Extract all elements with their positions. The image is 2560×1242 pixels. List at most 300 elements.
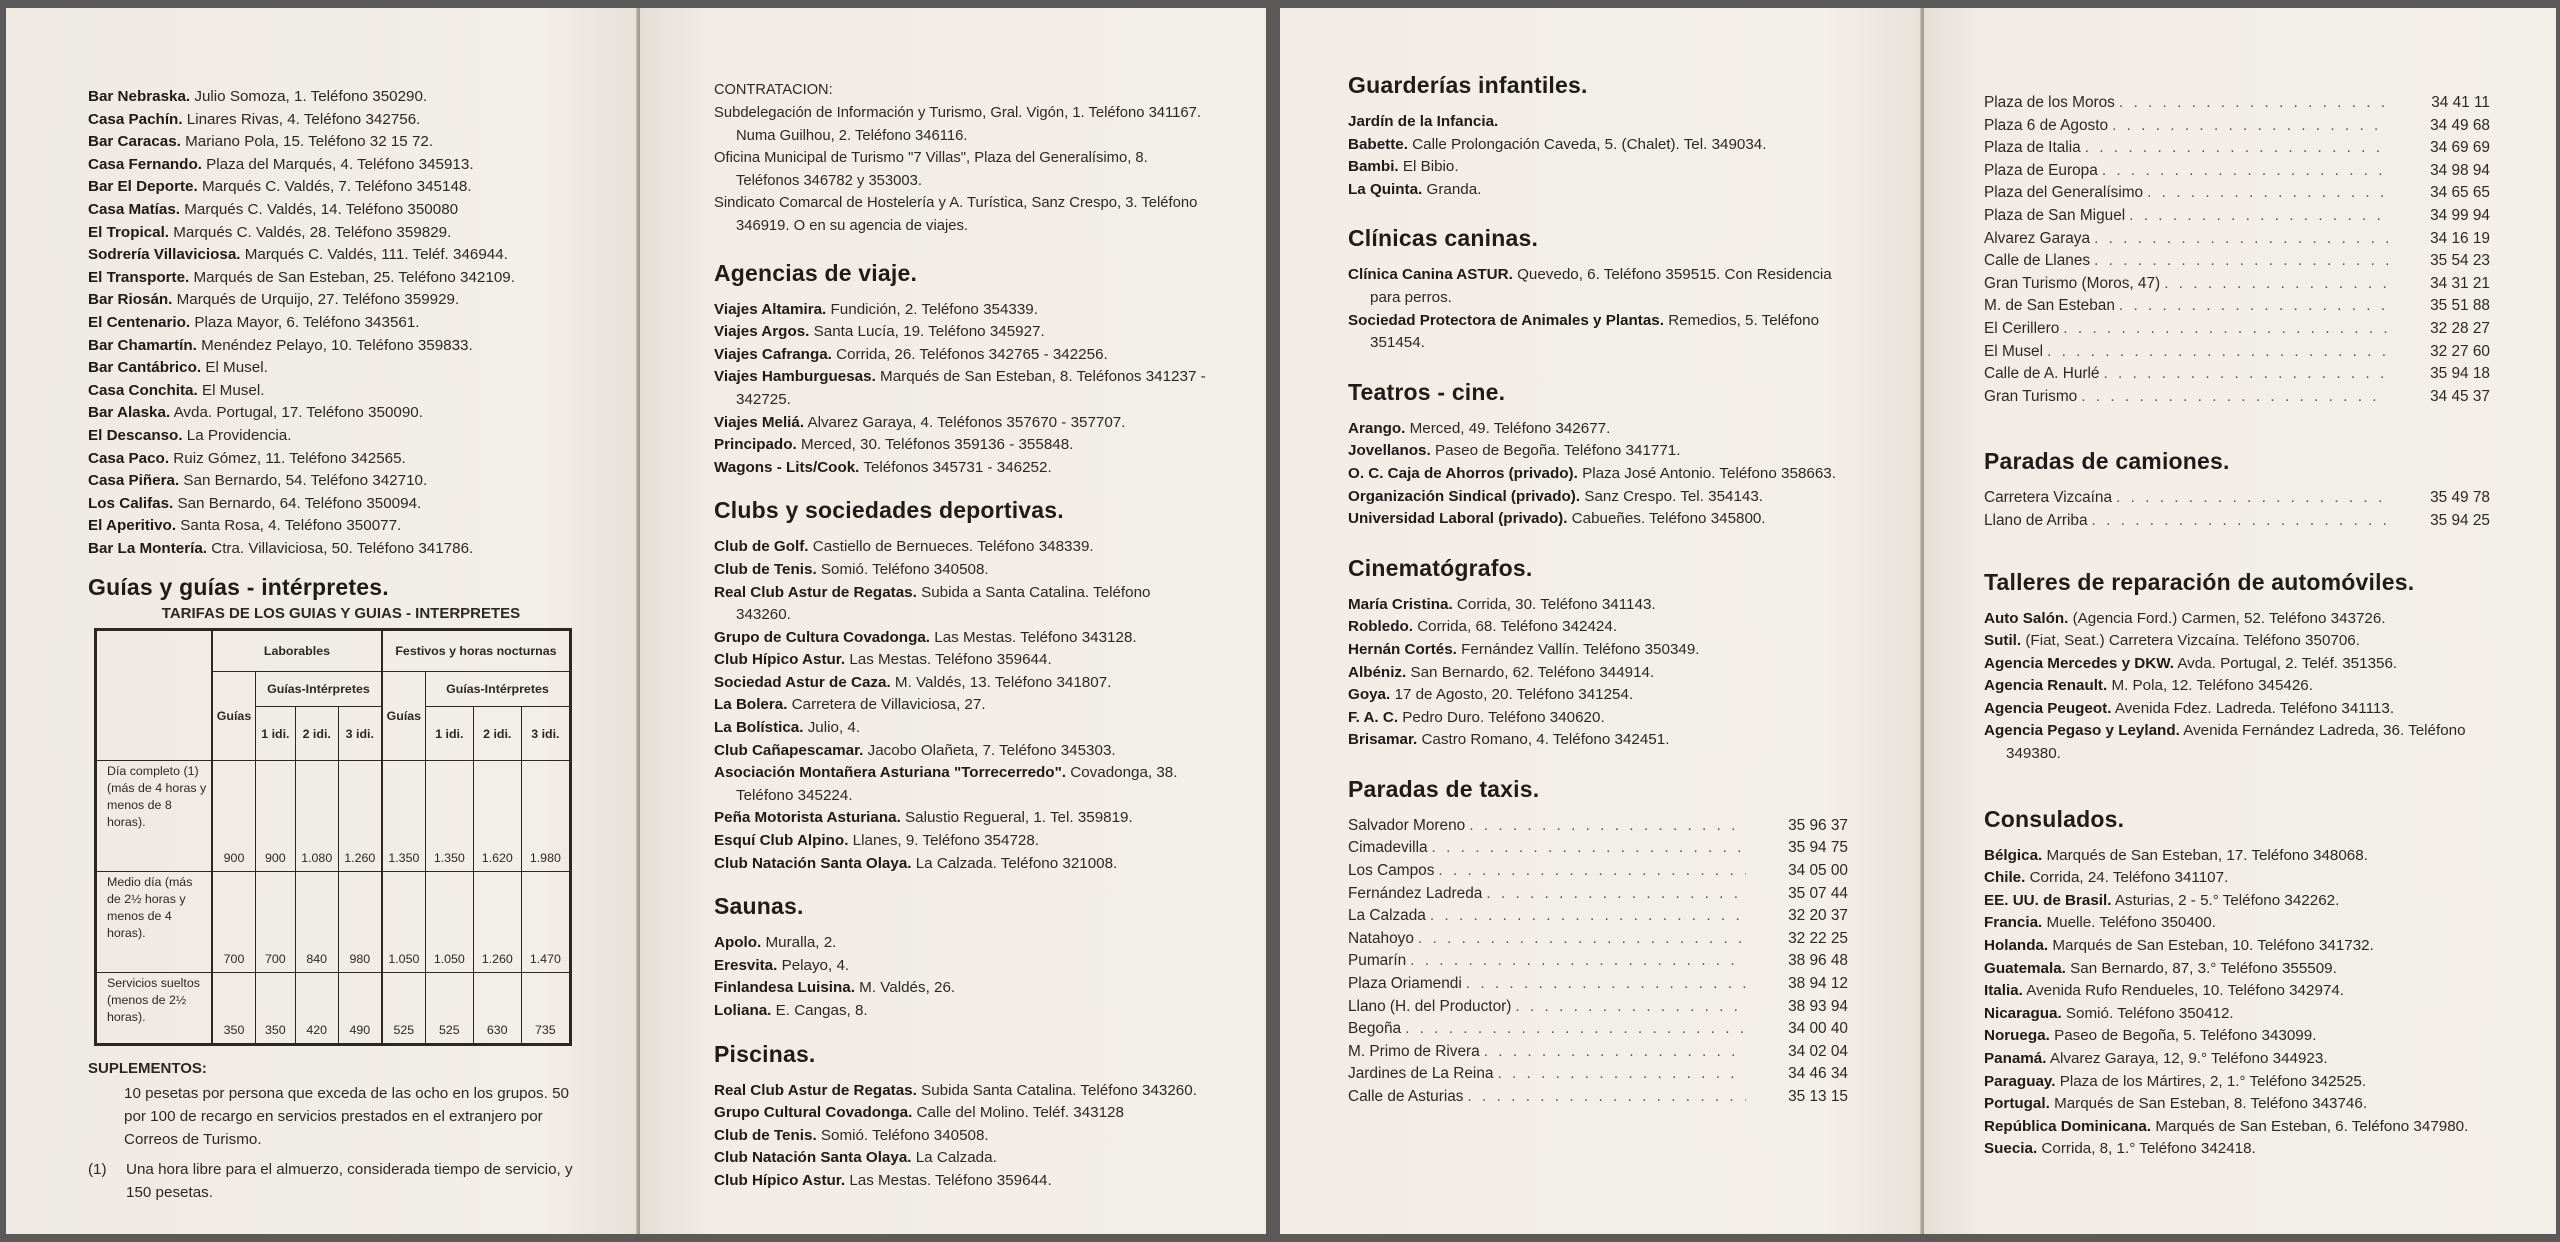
list-item: [714, 830, 1206, 853]
list-item: [1348, 860, 1848, 883]
camiones-list: [1984, 487, 2496, 532]
entry-info: Merced, 49. Teléfono 342677.: [1409, 419, 1611, 437]
list-item: [1984, 228, 2490, 251]
list-item: [714, 1080, 1206, 1103]
leader-dots: [1406, 950, 1746, 973]
guarderias-heading: Guarderías infantiles.: [1348, 72, 1588, 98]
list-item: [1348, 950, 1848, 973]
stop-phone: 34 05 00: [1788, 862, 1848, 880]
row-label: Medio día (más de 2½ horas y menos de 4 horas).: [96, 872, 213, 973]
entry-info: M. Valdés, 26.: [859, 979, 956, 997]
stop-name: Los Campos: [1348, 862, 1435, 880]
list-item: [1984, 608, 2496, 631]
entry-info: Santa Rosa, 4. Teléfono 350077.: [180, 517, 402, 535]
list-item: [1348, 662, 1848, 685]
stop-phone: 38 96 48: [1788, 952, 1848, 970]
list-item: [1984, 363, 2490, 386]
entry-name: Bar Chamartín.: [88, 336, 197, 354]
entry-info: La Calzada.: [915, 1149, 997, 1167]
list-item: [714, 717, 1206, 740]
entry-name: Francia.: [1984, 914, 2043, 932]
entry-info: Menéndez Pelayo, 10. Teléfono 359833.: [201, 336, 473, 354]
entry-info: Corrida, 8, 1.° Teléfono 342418.: [2041, 1140, 2256, 1158]
list-item: [1348, 707, 1848, 730]
entry-name: Bar Alaska.: [88, 404, 171, 422]
stop-name: Llano (H. del Productor): [1348, 997, 1512, 1015]
entry-name: Bar Riosán.: [88, 291, 173, 309]
list-item: [88, 154, 594, 177]
leader-dots: [2115, 92, 2388, 115]
list-item: [714, 1102, 1206, 1125]
stop-phone: 34 99 94: [2430, 206, 2490, 224]
entry-name: Peña Motorista Asturiana.: [714, 809, 901, 827]
piscinas-list: [714, 1080, 1206, 1193]
table-row: [96, 973, 571, 1045]
entry-name: Albéniz.: [1348, 663, 1407, 681]
row-label: Servicios sueltos (menos de 2½ horas).: [96, 973, 213, 1045]
leader-dots: [2125, 205, 2388, 228]
entry-name: Noruega.: [1984, 1027, 2050, 1045]
leader-dots: [1401, 1018, 1746, 1041]
entry-name: Club Natación Santa Olaya.: [714, 854, 912, 872]
entry-info: M. Pola, 12. Teléfono 345426.: [2111, 677, 2313, 695]
list-item: [88, 312, 594, 335]
tarifas-table: [94, 628, 572, 1046]
entry-name: Bar Nebraska.: [88, 88, 191, 105]
entry-name: Auto Salón.: [1984, 609, 2069, 627]
entry-name: Casa Pachín.: [88, 110, 183, 128]
entry-info: Somió. Teléfono 350412.: [2065, 1004, 2234, 1022]
entry-info: Somió. Teléfono 340508.: [820, 560, 989, 578]
stop-name: Plaza Oriamendi: [1348, 975, 1462, 993]
guias-heading: Guías y guías - intérpretes.: [88, 574, 389, 601]
table-cell: 1.350: [382, 761, 426, 872]
contratacion-list: [714, 102, 1206, 238]
entry-info: Avenida Fdez. Ladreda. Teléfono 341113.: [2114, 699, 2395, 717]
list-item: [1984, 1025, 2496, 1048]
header-idioma: 1 idi.: [425, 707, 473, 761]
entry-name: Universidad Laboral (privado).: [1348, 510, 1568, 528]
entry-name: O. C. Caja de Ahorros (privado).: [1348, 464, 1578, 482]
list-item: [1984, 1093, 2496, 1116]
entry-name: El Centenario.: [88, 313, 191, 331]
list-item: [1348, 729, 1848, 752]
list-item: [1348, 684, 1848, 707]
leader-dots: [2112, 487, 2388, 510]
list-item: [1348, 639, 1848, 662]
page-2: [640, 8, 1266, 1234]
list-item: [1984, 630, 2496, 653]
stop-phone: 32 27 60: [2430, 342, 2490, 360]
table-row: [96, 761, 571, 872]
stop-phone: 34 31 21: [2430, 274, 2490, 292]
leader-dots: [1414, 928, 1746, 951]
list-item: [1984, 980, 2496, 1003]
entry-name: Los Califas.: [88, 494, 174, 512]
entry-info: Plaza Mayor, 6. Teléfono 343561.: [194, 313, 420, 331]
entry-info: Corrida, 30. Teléfono 341143.: [1456, 595, 1656, 613]
list-item: [714, 1125, 1206, 1148]
table-row: [96, 872, 571, 973]
entry-name: Guatemala.: [1984, 959, 2066, 977]
entry-info: Castiello de Bernueces. Teléfono 348339.: [812, 538, 1094, 556]
leader-dots: [1480, 1041, 1746, 1064]
stop-phone: 38 93 94: [1788, 997, 1848, 1015]
stop-name: Salvador Moreno: [1348, 816, 1466, 834]
list-item: [1984, 273, 2490, 296]
table-cell: 1.260: [338, 761, 382, 872]
entry-name: Wagons - Lits/Cook.: [714, 458, 860, 476]
page-3: [1280, 8, 1920, 1234]
stop-name: Plaza de los Moros: [1984, 94, 2115, 111]
entry-info: (Agencia Ford.) Carmen, 52. Teléfono 343726.: [2072, 609, 2386, 627]
stop-phone: 38 94 12: [1788, 975, 1848, 993]
list-item: [88, 538, 594, 561]
entry-info: Alvarez Garaya, 12, 9.° Teléfono 344923.: [2049, 1050, 2328, 1067]
entry-info: Marqués de San Esteban, 25. Teléfono 342109.: [193, 268, 515, 286]
stop-name: La Calzada: [1348, 907, 1426, 925]
list-item: [1984, 698, 2496, 721]
entry-info: Julio, 4.: [807, 719, 861, 737]
entry-name: Bambi.: [1348, 158, 1399, 176]
list-item: [714, 807, 1206, 830]
leader-dots: [1493, 1063, 1746, 1086]
footnote-text: Una hora libre para el almuerzo, considerada tiempo de servicio, y 150 pesetas.: [126, 1161, 573, 1201]
entry-name: La Bolera.: [714, 696, 788, 714]
saunas-list: [714, 932, 1206, 1022]
stop-name: Pumarín: [1348, 952, 1407, 970]
list-item: [88, 448, 594, 471]
list-item: [1348, 1041, 1848, 1064]
list-item: [1984, 92, 2490, 115]
header-laborables: Laborables: [212, 630, 382, 672]
leader-dots: [2090, 250, 2388, 273]
header-festivos: Festivos y horas nocturnas: [382, 630, 571, 672]
entry-info: Subida a Santa Catalina. Teléfono 343260.: [736, 583, 1151, 624]
table-cell: 840: [295, 872, 338, 973]
list-item: [714, 740, 1206, 763]
entry-name: Brisamar.: [1348, 731, 1418, 749]
stop-phone: 34 46 34: [1788, 1065, 1848, 1083]
entry-name: Casa Matías.: [88, 200, 181, 218]
list-item: [1984, 1003, 2496, 1026]
entry-info: La Calzada. Teléfono 321008.: [915, 854, 1118, 872]
entry-name: Italia.: [1984, 982, 2023, 1000]
entry-name: Bar La Montería.: [88, 539, 207, 557]
entry-info: Salustio Regueral, 1. Tel. 359819.: [905, 809, 1133, 827]
list-item: [1348, 440, 1848, 463]
stop-name: Plaza de San Miguel: [1984, 206, 2126, 224]
list-item: [1984, 1116, 2496, 1139]
list-item: [1984, 510, 2490, 533]
entry-name: Grupo Cultural Covadonga.: [714, 1104, 913, 1122]
entry-info: La Providencia.: [186, 426, 292, 444]
entry-name: Club de Tenis.: [714, 1126, 817, 1144]
entry-name: Sociedad Protectora de Animales y Plantas.: [1348, 311, 1664, 329]
entry-name: Club Hípico Astur.: [714, 651, 846, 669]
list-item: [1348, 156, 1848, 179]
entry-info: Avenida Rufo Rendueles, 10. Teléfono 342974.: [2026, 982, 2345, 1000]
entry-info: Ctra. Villaviciosa, 50. Teléfono 341786.: [211, 539, 474, 557]
bar-list: [88, 86, 594, 560]
entry-name: Viajes Meliá.: [714, 413, 805, 431]
entry-info: Remedios, 5. Teléfono 351454.: [1370, 311, 1820, 352]
entry-info: Quevedo, 6. Teléfono 359515. Con Residencia para perros.: [1370, 266, 1832, 306]
stop-phone: 35 96 37: [1788, 816, 1848, 834]
entry-info: San Bernardo, 64. Teléfono 350094.: [177, 494, 422, 512]
leader-dots: [1428, 837, 1746, 860]
stop-name: El Cerillero: [1984, 319, 2060, 337]
list-item: [88, 402, 594, 425]
list-item: [1348, 594, 1848, 617]
entry-info: San Bernardo, 54. Teléfono 342710.: [183, 472, 428, 490]
entry-name: Casa Fernando.: [88, 155, 202, 173]
list-item: [1348, 508, 1848, 531]
entry-name: EE. UU. de Brasil.: [1984, 891, 2112, 909]
entry-info: Marqués de San Esteban, 6. Teléfono 347980.: [2155, 1117, 2469, 1135]
stop-phone: 32 28 27: [2430, 319, 2490, 337]
entry-name: María Cristina.: [1348, 595, 1453, 613]
entry-name: La Quinta.: [1348, 180, 1423, 198]
list-item: [1984, 675, 2496, 698]
stop-name: Calle de A. Hurlé: [1984, 365, 2100, 383]
entry-name: Agencia Renault.: [1984, 677, 2108, 695]
header-guias-fest: Guías: [382, 672, 426, 761]
stop-phone: 34 16 19: [2430, 229, 2490, 247]
list-item: [1984, 205, 2490, 228]
entry-info: Mariano Pola, 15. Teléfono 32 15 72.: [185, 133, 434, 151]
entry-name: Panamá.: [1984, 1050, 2047, 1067]
stop-name: Fernández Ladreda: [1348, 884, 1483, 902]
list-item: [1984, 912, 2496, 935]
table-cell: 525: [425, 973, 473, 1045]
list-item: [1984, 487, 2490, 510]
leader-dots: [2081, 137, 2388, 160]
entry-info: El Bibio.: [1402, 158, 1459, 176]
entry-info: Santa Lucía, 19. Teléfono 345927.: [813, 323, 1045, 341]
stop-name: Carretera Vizcaína: [1984, 489, 2113, 507]
list-item: [714, 1000, 1206, 1023]
stop-name: Plaza de Italia: [1984, 139, 2081, 157]
list-item: [714, 299, 1206, 322]
entry-info: San Bernardo, 87, 3.° Teléfono 355509.: [2070, 959, 2337, 977]
entry-info: Sanz Crespo. Tel. 354143.: [1584, 487, 1764, 505]
entry-name: Robledo.: [1348, 618, 1413, 636]
list-item: [1348, 134, 1848, 157]
list-item: [714, 932, 1206, 955]
list-item: [1348, 418, 1848, 441]
table-cell: 1.620: [473, 761, 521, 872]
header-idioma: 1 idi.: [256, 707, 296, 761]
list-item: [1348, 264, 1848, 309]
clubs-heading: Clubs y sociedades deportivas.: [714, 497, 1064, 524]
list-item: [1984, 318, 2490, 341]
list-item: [88, 109, 594, 132]
list-item: [1984, 295, 2490, 318]
list-item: [714, 672, 1206, 695]
entry-info: Corrida, 68. Teléfono 342424.: [1417, 618, 1618, 636]
leader-dots: [1511, 996, 1746, 1019]
entry-info: Calle Prolongación Caveda, 5. (Chalet). Tel. 349034.: [1412, 135, 1767, 153]
entry-name: Viajes Argos.: [714, 323, 810, 341]
taxis-cont-list: [1984, 92, 2496, 408]
list-item: [1984, 935, 2496, 958]
stop-name: Jardines de La Reina: [1348, 1065, 1494, 1083]
entry-name: El Aperitivo.: [88, 517, 177, 535]
list-item: [714, 694, 1206, 717]
stop-phone: 35 49 78: [2430, 489, 2490, 507]
guarderias-list: [1348, 111, 1848, 201]
entry-info: Marqués C. Valdés, 14. Teléfono 350080: [184, 200, 459, 218]
list-item: [714, 853, 1206, 876]
list-item: [1984, 182, 2490, 205]
entry-name: Sociedad Astur de Caza.: [714, 673, 891, 691]
stop-phone: 35 94 18: [2430, 365, 2490, 383]
entry-name: Chile.: [1984, 869, 2026, 887]
list-item: [88, 86, 594, 109]
entry-name: Club Natación Santa Olaya.: [714, 1149, 912, 1167]
agencias-list: [714, 299, 1206, 480]
table-cell: 350: [212, 973, 256, 1045]
entry-name: El Descanso.: [88, 426, 183, 444]
taxis-heading: Paradas de taxis.: [1348, 775, 1540, 802]
list-item: [714, 582, 1206, 627]
list-item: [1348, 179, 1848, 202]
list-item: [88, 515, 594, 538]
entry-name: Casa Piñera.: [88, 472, 180, 490]
stop-phone: 35 94 25: [2430, 511, 2490, 529]
saunas-heading: Saunas.: [714, 893, 804, 920]
entry-name: Loliana.: [714, 1002, 772, 1019]
list-item: [1348, 928, 1848, 951]
entry-info: Marqués C. Valdés, 111. Teléf. 346944.: [244, 246, 508, 264]
entry-name: República Dominicana.: [1984, 1117, 2152, 1135]
list-item: [1348, 905, 1848, 928]
leader-dots: [1464, 1086, 1747, 1109]
entry-info: Alvarez Garaya, 4. Teléfonos 357670 - 357707.: [807, 413, 1126, 431]
list-item: [714, 627, 1206, 650]
footnote-mark: (1): [88, 1161, 107, 1179]
stop-name: El Musel: [1984, 342, 2044, 360]
table-cell: 350: [256, 973, 296, 1045]
list-item: [88, 380, 594, 403]
list-item: [1984, 867, 2496, 890]
list-item: [1984, 890, 2496, 913]
entry-name: Arango.: [1348, 419, 1406, 437]
clinicas-heading: Clínicas caninas.: [1348, 225, 1539, 252]
entry-info: Muelle. Teléfono 350400.: [2046, 914, 2216, 932]
list-item: [1348, 815, 1848, 838]
list-item: [88, 267, 594, 290]
contratacion-line: Oficina Municipal de Turismo "7 Villas", Plaza del Generalísimo, 8. Teléfonos 346782 y 353003.: [714, 150, 1148, 189]
table-cell: 1.050: [425, 872, 473, 973]
camiones-heading: Paradas de camiones.: [1984, 448, 2230, 475]
entry-info: El Musel.: [205, 359, 268, 377]
header-gi-fest: Guías-Intérpretes: [425, 672, 570, 707]
entry-name: Principado.: [714, 436, 797, 454]
list-item: [1984, 115, 2490, 138]
leader-dots: [1482, 883, 1746, 906]
list-item: [1348, 996, 1848, 1019]
stop-name: Natahoyo: [1348, 929, 1414, 947]
page-4: [1924, 8, 2556, 1234]
list-item: [1348, 463, 1848, 486]
entry-name: Viajes Cafranga.: [714, 345, 832, 363]
list-item: [1348, 310, 1848, 355]
stop-phone: 34 49 68: [2430, 116, 2490, 134]
list-item: [88, 425, 594, 448]
leader-dots: [1426, 905, 1746, 928]
entry-info: Corrida, 26. Teléfonos 342765 - 342256.: [836, 345, 1108, 363]
entry-name: F. A. C.: [1348, 708, 1399, 726]
stop-name: Begoña: [1348, 1020, 1402, 1038]
entry-info: Avda. Portugal, 17. Teléfono 350090.: [173, 404, 423, 422]
entry-name: Esquí Club Alpino.: [714, 832, 849, 850]
stop-name: Gran Turismo (Moros, 47): [1984, 274, 2161, 292]
list-item: [1348, 1086, 1848, 1109]
list-item: [88, 176, 594, 199]
list-item: [1984, 1048, 2496, 1071]
table-cell: 1.980: [521, 761, 570, 872]
entry-info: Marqués de San Esteban, 8. Teléfono 343746.: [2054, 1095, 2368, 1113]
teatros-heading: Teatros - cine.: [1348, 378, 1506, 405]
header-idioma: 3 idi.: [521, 707, 570, 761]
stop-name: M. de San Esteban: [1984, 297, 2115, 315]
leader-dots: [2098, 160, 2388, 183]
consulados-heading: Consulados.: [1984, 805, 2125, 832]
entry-name: Sodrería Villaviciosa.: [88, 246, 241, 264]
row-label: Día completo (1) (más de 4 horas y menos de 8 horas).: [96, 761, 213, 872]
entry-info: Marqués C. Valdés, 7. Teléfono 345148.: [201, 178, 472, 196]
header-guias-lab: Guías: [212, 672, 256, 761]
entry-info: Paseo de Begoña. Teléfono 341771.: [1434, 442, 1681, 460]
stop-name: Plaza de Europa: [1984, 161, 2098, 179]
list-item: [88, 244, 594, 267]
entry-name: Finlandesa Luisina.: [714, 979, 855, 997]
leader-dots: [2077, 386, 2388, 409]
entry-info: Avda. Portugal, 2. Teléf. 351356.: [2177, 654, 2398, 672]
list-item: [1348, 1063, 1848, 1086]
stop-phone: 34 45 37: [2430, 387, 2490, 405]
leader-dots: [2088, 510, 2388, 533]
leader-dots: [2143, 182, 2388, 205]
entry-info: Marqués de San Esteban, 10. Teléfono 341732.: [2052, 937, 2374, 955]
list-item: [714, 457, 1206, 480]
entry-name: Sutil.: [1984, 632, 2022, 650]
entry-name: Suecia.: [1984, 1140, 2038, 1158]
cines-list: [1348, 594, 1848, 752]
entry-info: Teléfonos 345731 - 346252.: [863, 458, 1052, 476]
stop-name: Alvarez Garaya: [1984, 229, 2091, 247]
stop-name: Llano de Arriba: [1984, 511, 2088, 529]
list-item: [1348, 616, 1848, 639]
entry-info: E. Cangas, 8.: [775, 1002, 868, 1019]
entry-info: Plaza de los Mártires, 2, 1.° Teléfono 342525.: [2059, 1072, 2367, 1090]
stop-phone: 35 51 88: [2430, 297, 2490, 315]
list-item: [714, 1147, 1206, 1170]
entry-info: Covadonga, 38. Teléfono 345224.: [736, 764, 1178, 804]
list-item: [714, 955, 1206, 978]
list-item: [88, 335, 594, 358]
entry-name: Club Hípico Astur.: [714, 1171, 846, 1189]
entry-name: Viajes Altamira.: [714, 300, 827, 318]
table-cell: 490: [338, 973, 382, 1045]
stop-phone: 34 41 11: [2431, 94, 2490, 111]
clinicas-list: [1348, 264, 1848, 354]
list-item: [714, 412, 1206, 435]
list-item: [714, 977, 1206, 1000]
entry-info: Llanes, 9. Teléfono 354728.: [852, 832, 1040, 850]
